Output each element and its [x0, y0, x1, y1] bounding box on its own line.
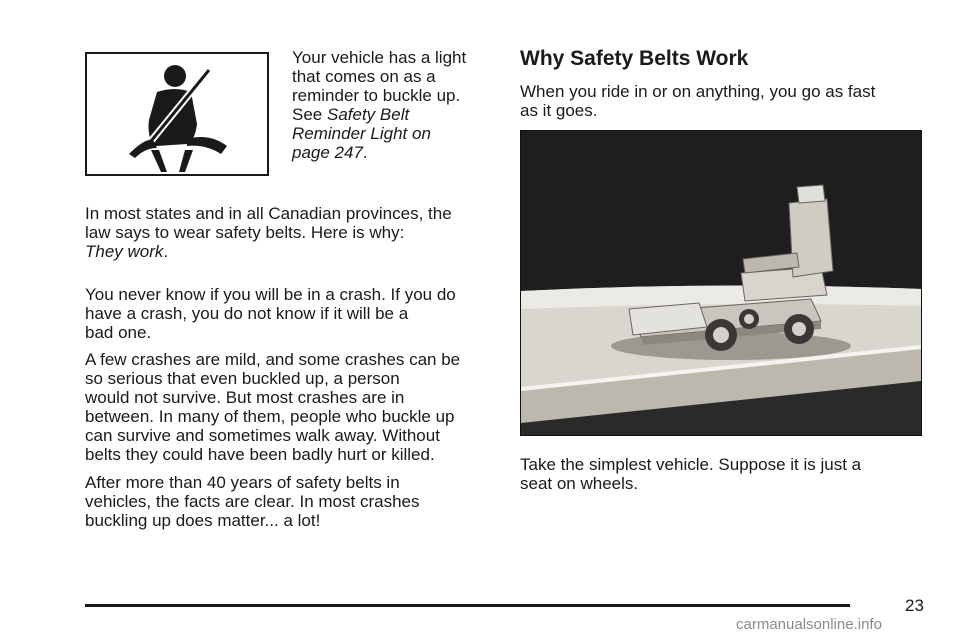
section-heading: Why Safety Belts Work — [520, 47, 749, 70]
crash-severity-paragraph: A few crashes are mild, and some crashes can be so serious that even buckled up, a person would not survive. But most crashes are in between. In many of them, people who buckle up can survive and sometimes walk away. Without belts they could have been badly hurt or killed. — [85, 350, 461, 464]
crash-unknown-paragraph: You never know if you will be in a crash. If you do have a crash, you do not know if it will be a bad one. — [85, 285, 456, 342]
watermark: carmanualsonline.info — [736, 616, 882, 633]
forty-years-paragraph: After more than 40 years of safety belts in vehicles, the facts are clear. In most crashes buckling up does matter... a lot! — [85, 473, 420, 530]
ride-paragraph: When you ride in or on anything, you go as fast as it goes. — [520, 82, 876, 120]
seat-on-wheels-illustration — [520, 130, 922, 436]
law-paragraph: In most states and in all Canadian provinces, the law says to wear safety belts. Here is why: They work. — [85, 204, 452, 261]
simplest-vehicle-paragraph: Take the simplest vehicle. Suppose it is just a seat on wheels. — [520, 455, 862, 493]
seatbelt-reminder-icon-box — [85, 52, 269, 176]
intro-paragraph: Your vehicle has a light that comes on as a reminder to buckle up. See Safety Belt Reminder Light on page 247. — [292, 48, 467, 162]
reminder-light-reference: Safety Belt — [326, 105, 410, 124]
seatbelt-icon — [87, 54, 267, 174]
footer-rule — [85, 604, 850, 607]
page-number: 23 — [905, 596, 924, 615]
